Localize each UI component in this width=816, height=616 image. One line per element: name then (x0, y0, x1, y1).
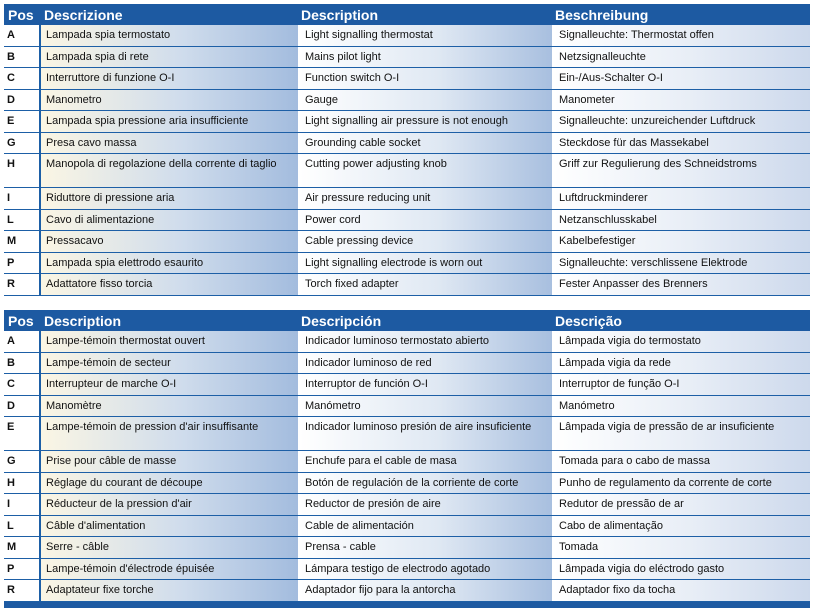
row-pos: I (4, 494, 41, 515)
row-col2: Function switch O-I (298, 68, 552, 89)
header-portuguese: Descrição (555, 312, 622, 329)
table-row (4, 537, 810, 559)
row-col3: Signalleuchte: verschlissene Elektrode (552, 253, 810, 274)
table-row (4, 90, 810, 112)
table-header (4, 4, 810, 25)
row-pos: D (4, 396, 41, 417)
row-pos: L (4, 210, 41, 231)
row-col3: Manometer (552, 90, 810, 111)
row-col1: Lampe-témoin de secteur (41, 353, 298, 374)
table-row (4, 353, 810, 375)
row-col1: Manomètre (41, 396, 298, 417)
row-col1: Presa cavo massa (41, 133, 298, 154)
row-pos: E (4, 111, 41, 132)
row-col3: Lâmpada vigia de pressão de ar insuficiente (552, 417, 810, 450)
row-col2: Indicador luminoso presión de aire insuficiente (298, 417, 552, 450)
table-row (4, 111, 810, 133)
table-body (4, 25, 810, 296)
table-row (4, 580, 810, 602)
row-pos: C (4, 374, 41, 395)
row-col2: Torch fixed adapter (298, 274, 552, 295)
header-spanish: Descripción (301, 312, 382, 329)
row-col3: Lâmpada vigia da rede (552, 353, 810, 374)
row-pos: P (4, 559, 41, 580)
row-pos: G (4, 451, 41, 472)
table-row (4, 274, 810, 296)
row-col1: Manopola di regolazione della corrente di taglio (41, 154, 298, 187)
row-col2: Light signalling electrode is worn out (298, 253, 552, 274)
table-row (4, 417, 810, 451)
table-footer-spacer (4, 296, 810, 300)
table-header (4, 310, 810, 331)
row-col2: Grounding cable socket (298, 133, 552, 154)
table-row (4, 154, 810, 188)
row-col3: Luftdruckminderer (552, 188, 810, 209)
row-col3: Cabo de alimentação (552, 516, 810, 537)
row-col3: Signalleuchte: unzureichender Luftdruck (552, 111, 810, 132)
row-col2: Indicador luminoso termostato abierto (298, 331, 552, 352)
row-col1: Adattatore fisso torcia (41, 274, 298, 295)
header-italian: Descrizione (44, 6, 123, 23)
row-col1: Riduttore di pressione aria (41, 188, 298, 209)
row-col2: Cable de alimentación (298, 516, 552, 537)
row-col3: Griff zur Regulierung des Schneidstroms (552, 154, 810, 187)
table-row (4, 68, 810, 90)
row-pos: M (4, 537, 41, 558)
row-col1: Lampada spia elettrodo esaurito (41, 253, 298, 274)
row-pos: I (4, 188, 41, 209)
row-col2: Power cord (298, 210, 552, 231)
row-col2: Light signalling thermostat (298, 25, 552, 46)
row-pos: A (4, 25, 41, 46)
table-row (4, 188, 810, 210)
header-german: Beschreibung (555, 6, 649, 23)
parts-table-fr-es-pt (4, 310, 810, 608)
row-pos: B (4, 47, 41, 68)
table-row (4, 133, 810, 155)
row-col2: Cutting power adjusting knob (298, 154, 552, 187)
row-col3: Interruptor de função O-I (552, 374, 810, 395)
header-english: Description (301, 6, 379, 23)
row-col2: Gauge (298, 90, 552, 111)
header-pos: Pos (8, 6, 34, 23)
row-col3: Punho de regulamento da corrente de corte (552, 473, 810, 494)
row-pos: D (4, 90, 41, 111)
row-col3: Tomada para o cabo de massa (552, 451, 810, 472)
row-col1: Interrupteur de marche O-I (41, 374, 298, 395)
table-row (4, 451, 810, 473)
row-pos: A (4, 331, 41, 352)
row-col1: Adaptateur fixe torche (41, 580, 298, 601)
row-col1: Lampada spia di rete (41, 47, 298, 68)
row-col1: Réducteur de la pression d'air (41, 494, 298, 515)
row-col1: Lampe-témoin thermostat ouvert (41, 331, 298, 352)
table-row (4, 210, 810, 232)
table-row (4, 253, 810, 275)
table-row (4, 473, 810, 495)
row-col2: Cable pressing device (298, 231, 552, 252)
row-col3: Netzanschlusskabel (552, 210, 810, 231)
row-col1: Serre - câble (41, 537, 298, 558)
table-row (4, 374, 810, 396)
table-row (4, 47, 810, 69)
table-row (4, 231, 810, 253)
row-col1: Prise pour câble de masse (41, 451, 298, 472)
row-col2: Manómetro (298, 396, 552, 417)
row-col2: Light signalling air pressure is not enough (298, 111, 552, 132)
row-col2: Botón de regulación de la corriente de corte (298, 473, 552, 494)
row-col3: Kabelbefestiger (552, 231, 810, 252)
row-col2: Reductor de presión de aire (298, 494, 552, 515)
row-pos: E (4, 417, 41, 450)
table-row (4, 494, 810, 516)
row-pos: R (4, 580, 41, 601)
row-col2: Indicador luminoso de red (298, 353, 552, 374)
row-col3: Steckdose für das Massekabel (552, 133, 810, 154)
row-col2: Mains pilot light (298, 47, 552, 68)
row-col3: Fester Anpasser des Brenners (552, 274, 810, 295)
row-pos: M (4, 231, 41, 252)
row-col1: Cavo di alimentazione (41, 210, 298, 231)
row-col3: Tomada (552, 537, 810, 558)
row-col2: Interruptor de función O-I (298, 374, 552, 395)
row-col2: Lámpara testigo de electrodo agotado (298, 559, 552, 580)
row-col3: Manómetro (552, 396, 810, 417)
table-row (4, 516, 810, 538)
row-col2: Adaptador fijo para la antorcha (298, 580, 552, 601)
row-pos: R (4, 274, 41, 295)
row-pos: L (4, 516, 41, 537)
row-col2: Enchufe para el cable de masa (298, 451, 552, 472)
header-french: Description (44, 312, 122, 329)
row-col1: Lampe-témoin d'électrode épuisée (41, 559, 298, 580)
row-col1: Câble d'alimentation (41, 516, 298, 537)
header-pos: Pos (8, 312, 34, 329)
row-col1: Interruttore di funzione O-I (41, 68, 298, 89)
row-col3: Netzsignalleuchte (552, 47, 810, 68)
table-footer-bar (4, 602, 810, 608)
row-col1: Lampada spia termostato (41, 25, 298, 46)
parts-table-it-en-de (4, 4, 810, 300)
row-col2: Prensa - cable (298, 537, 552, 558)
row-col3: Signalleuchte: Thermostat offen (552, 25, 810, 46)
table-row (4, 331, 810, 353)
table-row (4, 25, 810, 47)
row-pos: H (4, 473, 41, 494)
table-body (4, 331, 810, 602)
table-row (4, 559, 810, 581)
row-col3: Adaptador fixo da tocha (552, 580, 810, 601)
row-col1: Réglage du courant de découpe (41, 473, 298, 494)
row-pos: B (4, 353, 41, 374)
row-col3: Lâmpada vigia do termostato (552, 331, 810, 352)
table-row (4, 396, 810, 418)
row-col3: Redutor de pressão de ar (552, 494, 810, 515)
row-col2: Air pressure reducing unit (298, 188, 552, 209)
row-pos: H (4, 154, 41, 187)
row-col1: Manometro (41, 90, 298, 111)
row-col1: Lampe-témoin de pression d'air insuffisante (41, 417, 298, 450)
row-col1: Pressacavo (41, 231, 298, 252)
row-col3: Ein-/Aus-Schalter O-I (552, 68, 810, 89)
row-col3: Lâmpada vigia do eléctrodo gasto (552, 559, 810, 580)
row-pos: C (4, 68, 41, 89)
row-pos: G (4, 133, 41, 154)
row-col1: Lampada spia pressione aria insufficiente (41, 111, 298, 132)
row-pos: P (4, 253, 41, 274)
